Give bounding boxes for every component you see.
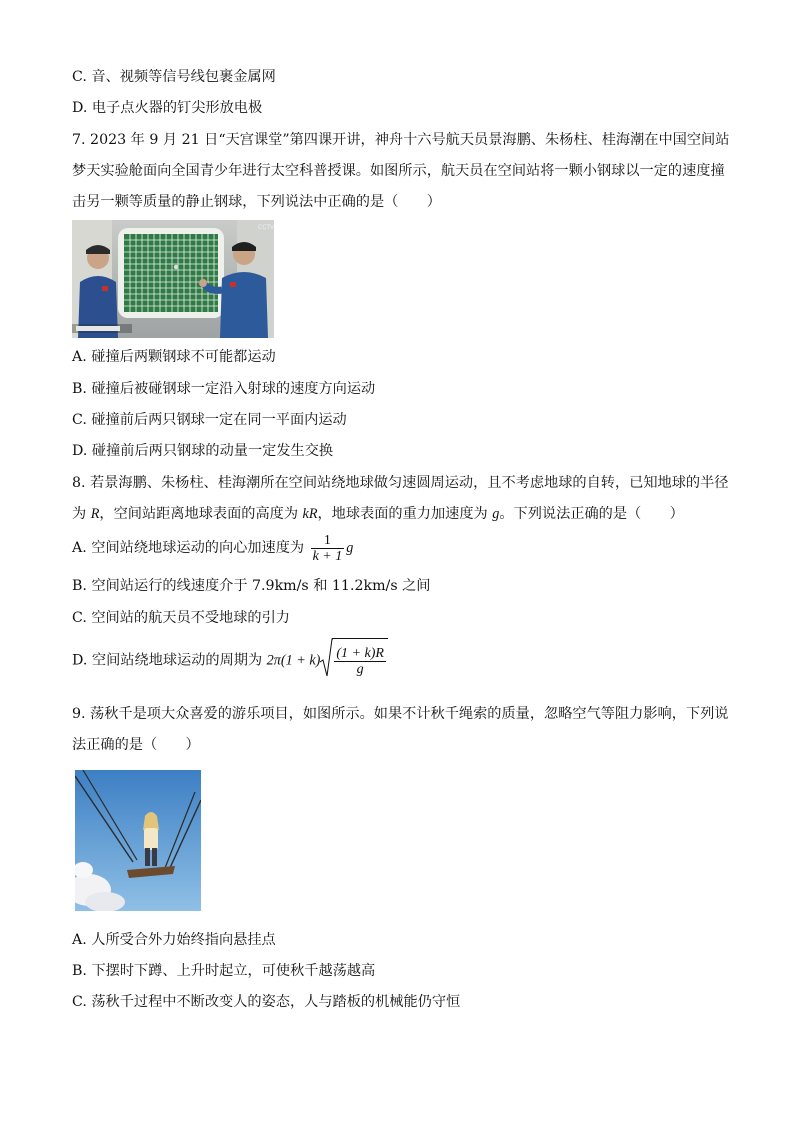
q7-option-b: B. 碰撞后被碰钢球一定沿入射球的速度方向运动 xyxy=(72,381,376,397)
q8-option-a-fraction xyxy=(311,533,345,564)
q6-option-d: D. 电子点火器的钉尖形放电极 xyxy=(72,100,263,116)
q6-option-c: C. 音、视频等信号线包裹金属网 xyxy=(72,69,276,85)
q8-option-d xyxy=(72,638,388,683)
q8-option-a-text: A. 空间站绕地球运动的向心加速度为 xyxy=(72,540,309,556)
q8-stem-part-c: ，地球表面的重力加速度为 xyxy=(317,506,493,522)
fraction-numerator: 1 xyxy=(323,532,331,548)
q7-stem-line2: 梦天实验舱面向全国青少年进行太空科普授课。如图所示，航天员在空间站将一颗小钢球以一定的速度撞 xyxy=(72,163,725,179)
q8-option-b: B. 空间站运行的线速度介于 7.9km/s 和 11.2km/s 之间 xyxy=(72,578,431,594)
q9-stem-line2: 法正确的是（ ） xyxy=(72,737,200,753)
height-symbol: kR xyxy=(302,506,318,522)
gravity-symbol: g xyxy=(346,540,354,556)
q8-stem-part-d: 。下列说法正确的是（ ） xyxy=(499,506,684,522)
q7-option-d: D. 碰撞前后两只钢球的动量一定发生交换 xyxy=(72,443,334,459)
q9-option-c: C. 荡秋千过程中不断改变人的姿态，人与踏板的机械能仍守恒 xyxy=(72,994,461,1010)
q7-space-station-photo xyxy=(72,220,274,338)
radicand xyxy=(332,638,388,683)
q7-stem-line3: 击另一颗等质量的静止钢球，下列说法中正确的是（ ） xyxy=(72,194,441,210)
q9-stem-line1: 9. 荡秋千是项大众喜爱的游乐项目，如图所示。如果不计秋千绳索的质量，忽略空气等阻力影响，下列说 xyxy=(72,706,729,722)
q8-option-d-text: D. 空间站绕地球运动的周期为 xyxy=(72,652,267,669)
radical-sign-icon xyxy=(320,638,333,678)
gravity-symbol: g xyxy=(492,506,500,522)
q8-stem-line1: 8. 若景海鹏、朱杨柱、桂海潮所在空间站绕地球做匀速圆周运动，且不考虑地球的自转，已知地球的半径 xyxy=(72,475,729,491)
square-root-expression xyxy=(320,638,388,683)
q7-stem-line1: 7. 2023 年 9 月 21 日“天宫课堂”第四课开讲，神舟十六号航天员景海鹏、朱杨柱、桂海潮在中国空间站 xyxy=(72,132,730,148)
q8-option-c: C. 空间站的航天员不受地球的引力 xyxy=(72,610,290,626)
fraction-denominator: k + 1 xyxy=(312,548,343,564)
q8-stem-line2 xyxy=(72,505,684,523)
fraction-denominator: g xyxy=(334,661,386,677)
q9-option-b: B. 下摆时下蹲、上升时起立，可使秋千越荡越高 xyxy=(72,963,376,979)
q7-option-a: A. 碰撞后两颗钢球不可能都运动 xyxy=(72,349,276,365)
period-coefficient: 2π(1 + k) xyxy=(266,652,321,669)
q9-swing-photo xyxy=(75,770,201,911)
q8-option-d-fraction xyxy=(334,646,386,677)
cctv-logo: CCTV xyxy=(258,224,274,231)
space-station-illustration xyxy=(72,220,274,338)
radius-symbol: R xyxy=(90,506,100,522)
q9-option-a: A. 人所受合外力始终指向悬挂点 xyxy=(72,932,276,948)
q8-stem-part-b: ，空间站距离地球表面的高度为 xyxy=(99,506,303,522)
q8-option-a xyxy=(72,530,353,566)
swing-illustration xyxy=(75,770,201,911)
q8-stem-part-a: 为 xyxy=(72,506,91,522)
q7-option-c: C. 碰撞前后两只钢球一定在同一平面内运动 xyxy=(72,412,347,428)
fraction-numerator: (1 + k)R xyxy=(336,645,384,661)
